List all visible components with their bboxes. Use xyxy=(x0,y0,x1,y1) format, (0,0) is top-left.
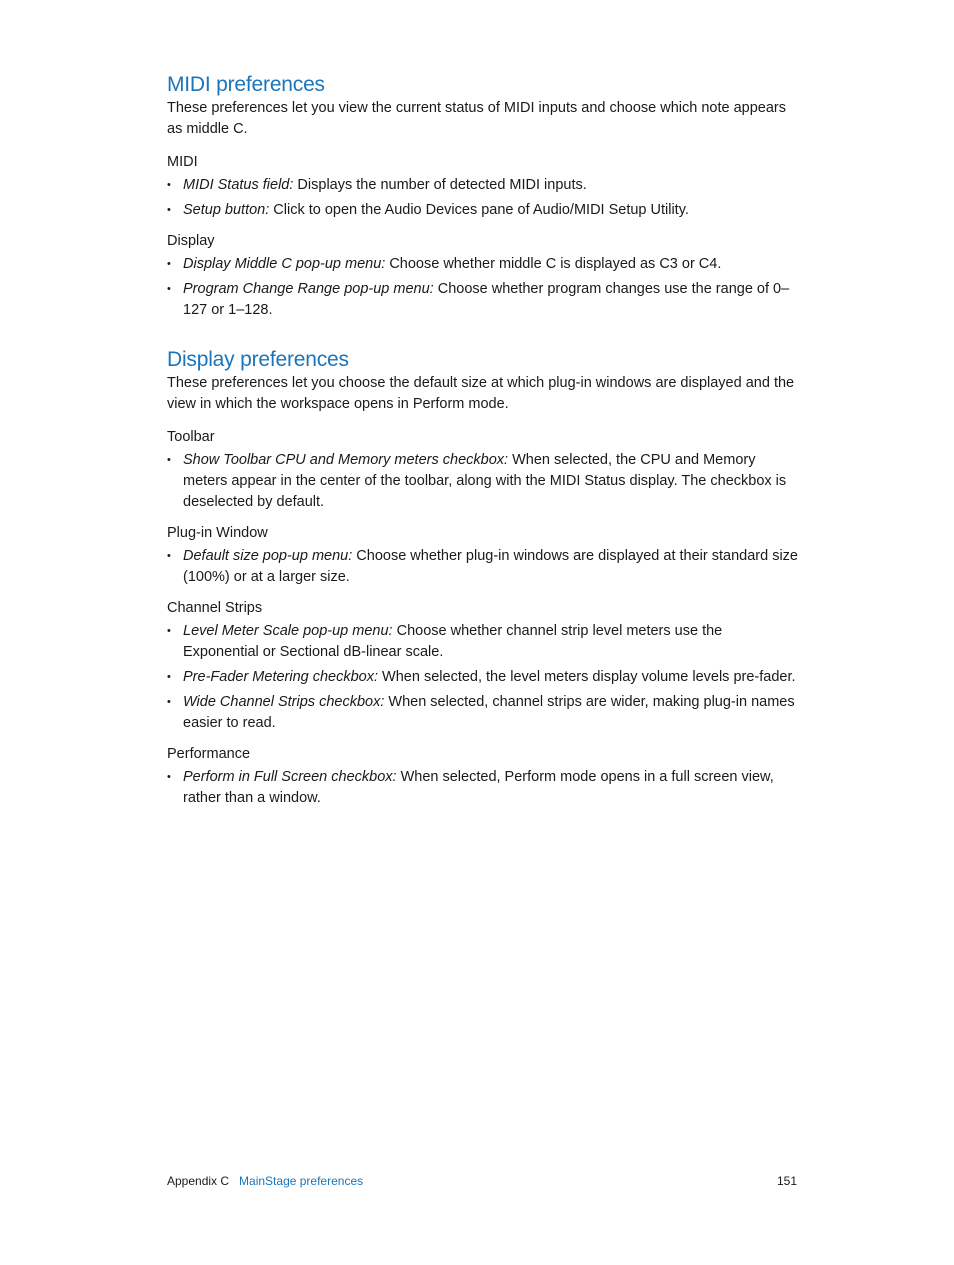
item-term: Setup button: xyxy=(183,202,270,218)
section-title-display-preferences: Display preferences xyxy=(167,348,349,371)
subheading-display: Display xyxy=(167,233,215,249)
item-text: Choose whether plug-in windows are displayed at their standard size (100%) or at a larger size. xyxy=(183,548,798,585)
footer-appendix-label: Appendix C xyxy=(167,1174,230,1188)
item-text: When selected, Perform mode opens in a full screen view, rather than a window. xyxy=(183,769,774,806)
section-intro: These preferences let you view the current status of MIDI inputs and choose which note appears as middle C. xyxy=(167,100,787,137)
item-term: Default size pop-up menu: xyxy=(183,548,353,564)
list-item xyxy=(167,254,799,275)
subheading-plug-in-window: Plug-in Window xyxy=(167,525,268,541)
item-term: Wide Channel Strips checkbox: xyxy=(183,694,385,710)
bullet-list xyxy=(167,450,799,513)
page-footer xyxy=(167,1173,797,1189)
item-term: Program Change Range pop-up menu: xyxy=(183,281,434,297)
item-term: Level Meter Scale pop-up menu: xyxy=(183,623,393,639)
list-item xyxy=(167,546,799,588)
list-item xyxy=(167,200,799,221)
section-title-midi-preferences: MIDI preferences xyxy=(167,73,325,96)
item-text: Choose whether middle C is displayed as C3 or C4. xyxy=(385,256,722,272)
footer-chapter-link[interactable]: MainStage preferences xyxy=(239,1174,364,1188)
subheading-channel-strips: Channel Strips xyxy=(167,600,263,616)
item-text: Displays the number of detected MIDI inputs. xyxy=(293,177,587,193)
bullet-list xyxy=(167,175,799,221)
item-term: Pre-Fader Metering checkbox: xyxy=(183,669,379,685)
bullet-list xyxy=(167,767,799,809)
list-item xyxy=(167,279,799,321)
item-term: Perform in Full Screen checkbox: xyxy=(183,769,397,785)
subheading-toolbar: Toolbar xyxy=(167,429,215,445)
list-item xyxy=(167,692,799,734)
list-item xyxy=(167,450,799,513)
bullet-list xyxy=(167,254,799,321)
item-term: MIDI Status field: xyxy=(183,177,294,193)
item-text: Choose whether channel strip level meters use the Exponential or Sectional dB-linear scale. xyxy=(183,623,723,660)
list-item xyxy=(167,621,799,663)
subheading-midi: MIDI xyxy=(167,154,198,170)
bullet-list xyxy=(167,546,799,588)
page-content xyxy=(167,72,799,819)
item-text: When selected, the level meters display volume levels pre-fader. xyxy=(378,669,796,685)
bullet-list xyxy=(167,621,799,734)
item-text: Choose whether program changes use the range of 0–127 or 1–128. xyxy=(183,281,790,318)
section-intro: These preferences let you choose the default size at which plug-in windows are displayed and the view in which the workspace opens in Perform mode. xyxy=(167,375,795,412)
list-item xyxy=(167,667,799,688)
subheading-performance: Performance xyxy=(167,746,251,762)
list-item xyxy=(167,767,799,809)
page-number: 151 xyxy=(776,1174,797,1188)
item-term: Show Toolbar CPU and Memory meters checkbox: xyxy=(183,452,509,468)
item-term: Display Middle C pop-up menu: xyxy=(183,256,386,272)
item-text: Click to open the Audio Devices pane of Audio/MIDI Setup Utility. xyxy=(269,202,689,218)
item-text: When selected, channel strips are wider, making plug-in names easier to read. xyxy=(183,694,795,731)
list-item xyxy=(167,175,799,196)
item-text: When selected, the CPU and Memory meters appear in the center of the toolbar, along with the MIDI Status display. The checkbox is deselected by default. xyxy=(183,452,787,510)
